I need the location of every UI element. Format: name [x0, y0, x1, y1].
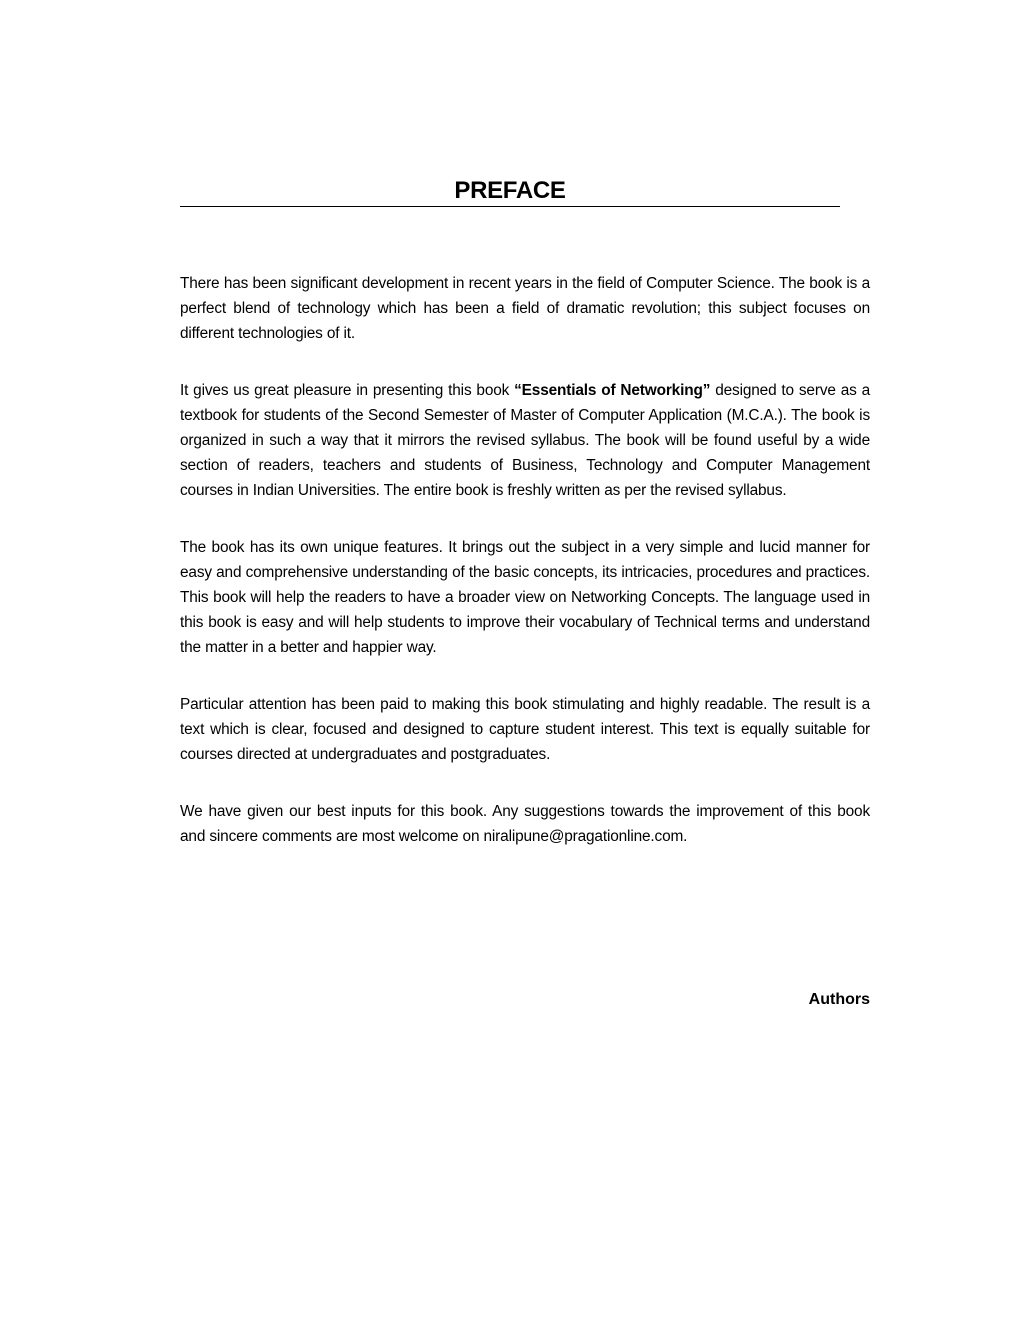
paragraph-2-rest: designed to serve as a textbook for students of the Second Semester of Master of Computer Application (M.C.A.). The book is organized in such a way that it mirrors the revised syllabus. The book will be found useful by a wide section of readers, teachers and students of Business, Technology and Computer Management courses in Indian Universities. The entire book is freshly written as per the revised syllabus.	[180, 382, 871, 499]
paragraph-1: There has been significant development in recent years in the field of Computer Science. The book is a perfect blend of technology which has been a field of dramatic revolution; this subject focuses on different technologies of it.	[180, 275, 870, 342]
preface-body	[180, 271, 870, 881]
authors-signature: Authors	[808, 991, 870, 1008]
paragraph-3: The book has its own unique features. It brings out the subject in a very simple and lucid manner for easy and comprehensive understanding of the basic concepts, its intricacies, procedures and practices. This book will help the readers to have a broader view on Networking Concepts. The language used in this book is easy and will help students to improve their vocabulary of Technical terms and understand the matter in a better and happier way.	[180, 539, 870, 656]
paragraph-2	[180, 378, 870, 503]
paragraph-4: Particular attention has been paid to making this book stimulating and highly readable. The result is a text which is clear, focused and designed to capture student interest. This text is equally suitable for courses directed at undergraduates and postgraduates.	[180, 696, 870, 763]
paragraph-2-intro: It gives us great pleasure in presenting this book	[180, 382, 515, 399]
book-title: “Essentials of Networking”	[514, 382, 711, 399]
page-heading	[180, 176, 840, 207]
paragraph-5: We have given our best inputs for this book. Any suggestions towards the improvement of this book and sincere comments are most welcome on niralipune@pragationline.com.	[180, 803, 870, 845]
page-title: PREFACE	[454, 177, 566, 204]
